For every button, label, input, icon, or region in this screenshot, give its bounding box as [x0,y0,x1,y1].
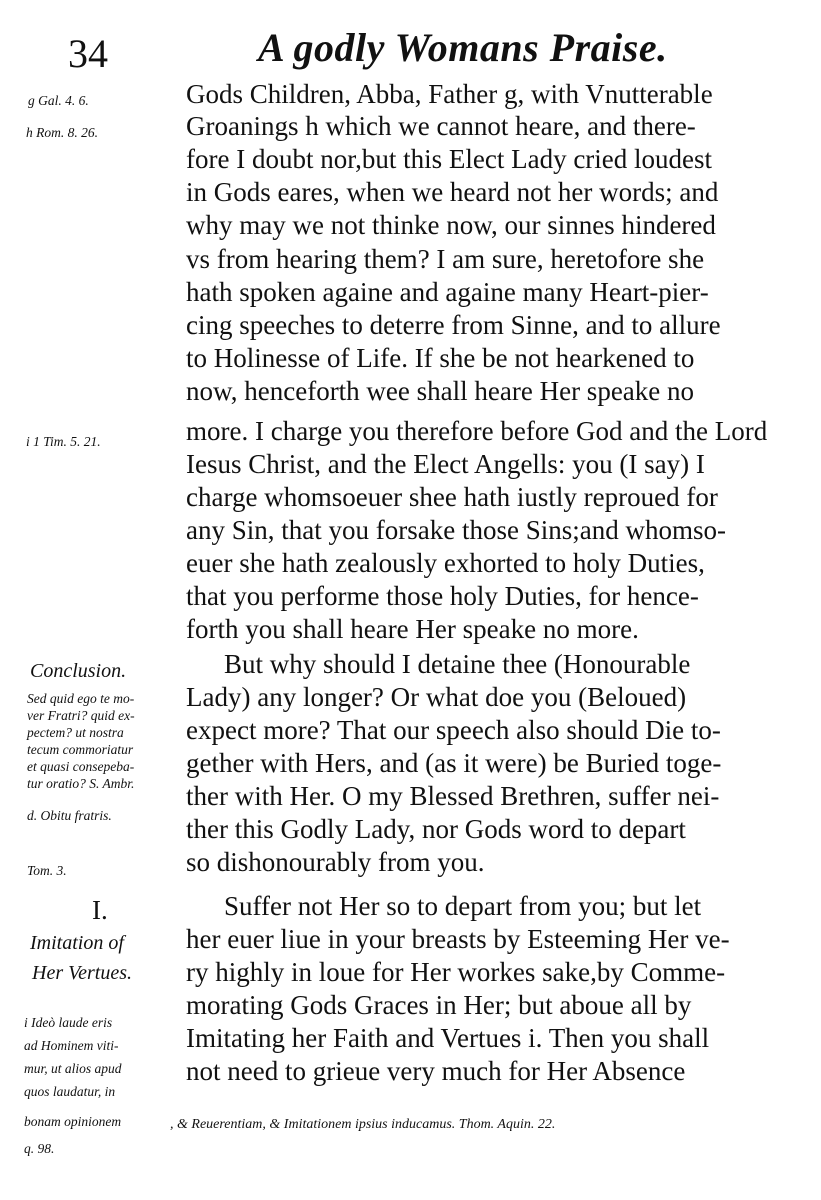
page-reference: q. 98. [24,1141,55,1156]
body-line: euer she hath zealously exhorted to holy Duties, [186,548,705,578]
margin-heading-conclusion: Conclusion. [30,660,127,682]
ideo-note-line: quos laudatur, in [24,1084,116,1099]
body-line: hath spoken againe and againe many Heart-pier- [186,277,709,307]
body-line: so dishonourably from you. [186,847,485,877]
latin-note-line: tur oratio? S. Ambr. [27,776,135,791]
body-line: Lady) any longer? Or what doe you (Beloued) [186,682,687,712]
body-line: why may we not thinke now, our sinnes hindered [186,210,716,240]
margin-note-tim: i 1 Tim. 5. 21. [26,434,101,449]
body-line: charge whomsoeuer shee hath iustly reproued for [186,482,718,512]
body-line: Iesus Christ, and the Elect Angells: you (I say) I [186,449,705,479]
margin-heading-vertues: Her Vertues. [32,962,132,984]
body-line: more. I charge you therefore before God and the Lord [186,416,768,446]
ideo-note-line: ad Hominem viti- [24,1038,119,1053]
body-line: ther this Godly Lady, nor Gods word to depart [186,814,686,844]
latin-note-line: pectem? ut nostra [27,725,124,740]
body-line: now, henceforth wee shall heare Her speake no [186,376,695,406]
body-line: gether with Hers, and (as it were) be Buried toge- [186,748,722,778]
latin-note-line: ver Fratri? quid ex- [27,708,135,723]
body-line: expect more? That our speech also should Die to- [186,715,721,745]
body-line: Imitating her Faith and Vertues i. Then you shall [186,1023,710,1053]
body-line: ry highly in loue for Her workes sake,by Comme- [186,957,726,987]
body-line: fore I doubt nor,but this Elect Lady cried loudest [186,144,713,174]
body-line: to Holinesse of Life. If she be not hearkened to [186,343,695,373]
body-line: in Gods eares, when we heard not her words; and [186,177,719,207]
body-line: ther with Her. O my Blessed Brethren, suffer nei- [186,781,720,811]
margin-note-gal: g Gal. 4. 6. [28,93,89,108]
body-line: But why should I detaine thee (Honourable [224,649,691,679]
body-line: vs from hearing them? I am sure, heretofore she [186,244,705,274]
ideo-note-line: bonam opinionem [24,1114,122,1129]
body-line: cing speeches to deterre from Sinne, and to allure [186,310,721,340]
body-line: not need to grieue very much for Her Absence [186,1056,686,1086]
running-title: A godly Womans Praise. [258,25,668,70]
margin-heading-imitation: Imitation of [30,932,124,954]
section-numeral: I. [92,895,108,925]
ideo-note-line: mur, ut alios apud [24,1061,122,1076]
body-line: Suffer not Her so to depart from you; but let [224,891,702,921]
margin-note-rom: h Rom. 8. 26. [26,125,98,140]
body-line: morating Gods Graces in Her; but aboue all by [186,990,692,1020]
latin-note-line: Tom. 3. [27,863,67,878]
latin-note-line: Sed quid ego te mo- [27,691,135,706]
ideo-note-line: i Ideò laude eris [24,1015,113,1030]
body-line: forth you shall heare Her speake no more. [186,614,639,644]
latin-note-line: d. Obitu fratris. [27,808,112,823]
bottom-footnote: , & Reuerentiam, & Imitationem ipsius inducamus. Thom. Aquin. 22. [170,1117,556,1132]
body-line: any Sin, that you forsake those Sins;and whomso- [186,515,726,545]
latin-note-line: et quasi consepeba- [27,759,135,774]
body-line: Groanings h which we cannot heare, and there- [186,111,696,141]
latin-note-line: tecum commoriatur [27,742,134,757]
page-number: 34 [68,31,108,76]
body-line: Gods Children, Abba, Father g, with Vnutterable [186,79,713,109]
body-line: that you performe those holy Duties, for hence- [186,581,699,611]
body-line: her euer liue in your breasts by Esteeming Her ve- [186,924,730,954]
